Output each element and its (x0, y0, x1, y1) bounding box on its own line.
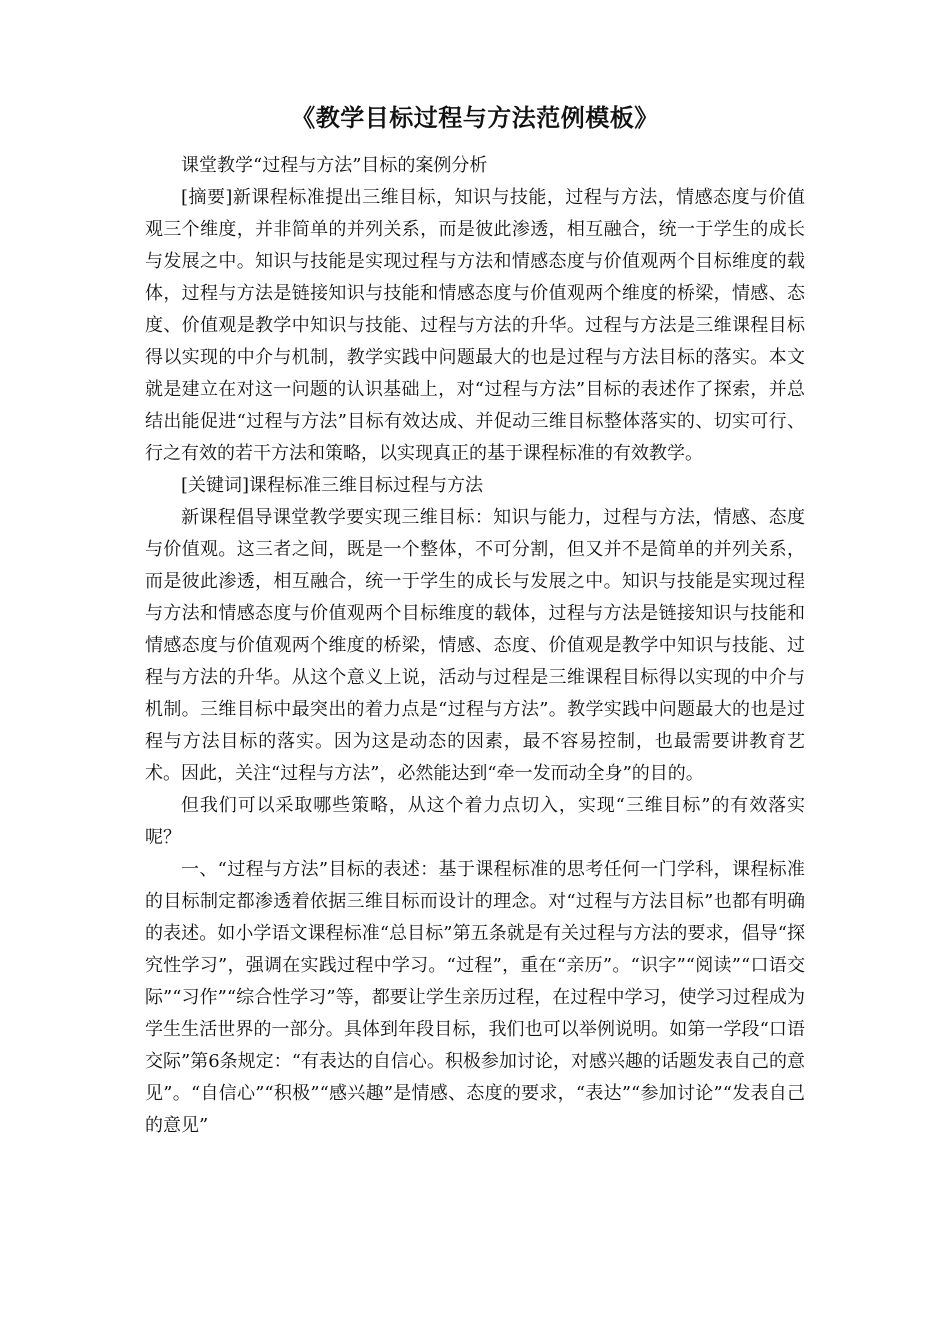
body-paragraph: 但我们可以采取哪些策略，从这个着力点切入，实现“三维目标”的有效落实呢？ (145, 795, 805, 848)
abstract-paragraph: [摘要]新课程标准提出三维目标，知识与技能，过程与方法，情感态度与价值观三个维度，并非简单的并列关系，而是彼此渗透，相互融合，统一于学生的成长与发展之中。知识与技能是实现过程与方法和情感态度与价值观两个目标维度的载体，过程与方法是链接知识与技能和情感态度与价值观两个维度的桥梁，情感、态度、价值观是教学中知识与技能、过程与方法的升华。过程与方法是三维课程目标得以实现的中介与机制，教学实践中问题最大的也是过程与方法目标的落实。本文就是建立在对这一问题的认识基础上，对“过程与方法”目标的表述作了探索，并总结出能促进“过程与方法”目标有效达成、并促动三维目标整体落实的、切实可行、行之有效的若干方法和策略，以实现真正的基于课程标准的有效教学。 (145, 187, 805, 464)
keywords-paragraph: [关键词]课程标准三维目标过程与方法 (181, 475, 484, 496)
document-title: 《教学目标过程与方法范例模板》 (291, 103, 659, 132)
document-body (145, 150, 805, 1142)
body-paragraph: 一、“过程与方法”目标的表述：基于课程标准的思考任何一门学科，课程标准的目标制定都渗透着依据三维目标而设计的理念。对“过程与方法目标”也都有明确的表述。如小学语文课程标准“总目标”第五条就是有关过程与方法的要求，倡导“探究性学习”，强调在实践过程中学习。“过程”，重在“亲历”。“识字”“阅读”“口语交际”“习作”“综合性学习”等，都要让学生亲历过程，在过程中学习，使学习过程成为学生生活世界的一部分。具体到年段目标，我们也可以举例说明。如第一学段“口语交际”第6条规定：“有表达的自信心。积极参加讨论，对感兴趣的话题发表自己的意见”。“自信心”“积极”“感兴趣”是情感、态度的要求，“表达”“参加讨论”“发表自己的意见” (145, 859, 805, 1136)
body-paragraph: 新课程倡导课堂教学要实现三维目标：知识与能力，过程与方法，情感、态度与价值观。这三者之间，既是一个整体，不可分割，但又并不是简单的并列关系，而是彼此渗透，相互融合，统一于学生的成长与发展之中。知识与技能是实现过程与方法和情感态度与价值观两个目标维度的载体，过程与方法是链接知识与技能和情感态度与价值观两个维度的桥梁，情感、态度、价值观是教学中知识与技能、过程与方法的升华。从这个意义上说，活动与过程是三维课程目标得以实现的中介与机制。三维目标中最突出的着力点是“过程与方法”。教学实践中问题最大的也是过程与方法目标的落实。因为这是动态的因素，最不容易控制，也最需要讲教育艺术。因此，关注“过程与方法”，必然能达到“牵一发而动全身”的目的。 (145, 507, 805, 784)
subtitle-paragraph: 课堂教学“过程与方法”目标的案例分析 (181, 155, 488, 176)
